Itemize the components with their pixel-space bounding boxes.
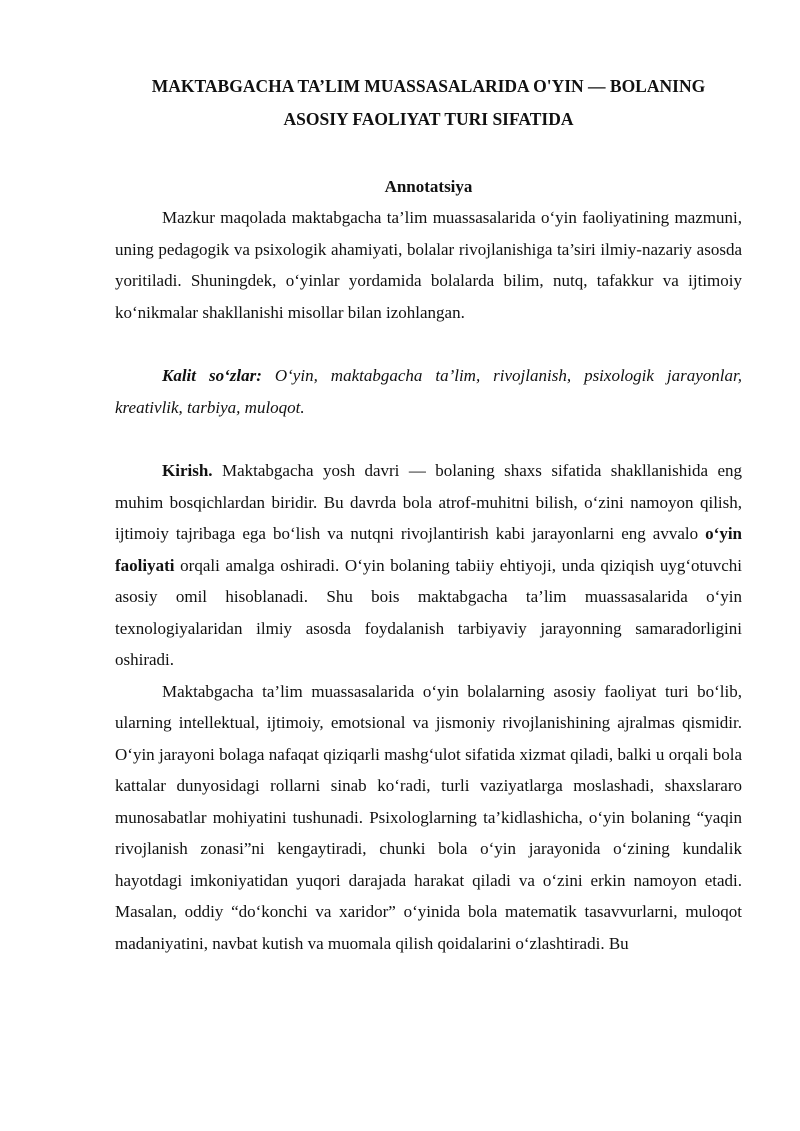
intro-bold-phrase: o‘yin faoliyati xyxy=(115,524,742,575)
keywords-paragraph xyxy=(115,360,742,423)
document-title xyxy=(115,70,742,136)
annotation-paragraph: Mazkur maqolada maktabgacha ta’lim muassasalarida o‘yin faoliyatining mazmuni, uning pedagogik va psixologik ahamiyati, bolalar rivojlanishiga ta’siri ilmiy-nazariy asosda yoritiladi. Shuningdek, o‘yinlar yordamida bolalarda bilim, nutq, tafakkur va ijtimoiy ko‘nikmalar shakllanishi misollar bilan izohlangan. xyxy=(115,208,742,322)
document-page xyxy=(115,70,742,959)
intro-label: Kirish. xyxy=(162,461,213,480)
keywords-text: O‘yin, maktabgacha ta’lim, rivojlanish, psixologik jarayonlar, kreativlik, tarbiya, muloqot. xyxy=(115,366,743,417)
intro-text-part-2: orqali amalga oshiradi. O‘yin bolaning tabiiy ehtiyoji, unda qiziqish uyg‘otuvchi asosiy omil hisoblanadi. Shu bois maktabgacha ta’lim muassasalarida o‘yin texnologiyalaridan ilmiy asosda foydalanish tarbiyaviy jarayonning samaradorligini oshiradi. xyxy=(115,555,743,669)
intro-paragraph xyxy=(115,455,742,676)
intro-text-part-1: Maktabgacha yosh davri — bolaning shaxs sifatida shakllanishida eng muhim bosqichlardan biridir. Bu davrda bola atrof-muhitni bilish, o‘zini namoyon qilish, ijtimoiy tajribaga ega bo‘lish va nutqni rivojlantirish kabi jarayonlarni eng avvalo xyxy=(115,461,742,543)
keywords-label: Kalit so‘zlar: xyxy=(162,366,262,385)
body-paragraph: Maktabgacha ta’lim muassasalarida o‘yin bolalarning asosiy faoliyat turi bo‘lib, ularning intellektual, ijtimoiy, emotsional va jismoniy rivojlanishining ajralmas qismidir. O‘yin jarayoni bolaga nafaqat qiziqarli mashg‘ulot sifatida xizmat qiladi, balki u orqali bola kattalar dunyosidagi rollarni sinab ko‘radi, turli vaziyatlarga moslashadi, shaxslararo munosabatlar mohiyatini tushunadi. Psixologlarning ta’kidlashicha, o‘yin bolaning “yaqin rivojlanish zonasi”ni kengaytiradi, chunki bola o‘yin jarayonida o‘zining kundalik hayotdagi imkoniyatidan yuqori darajada harakat qiladi va o‘zini erkin namoyon etadi. Masalan, oddiy “do‘konchi va xaridor” o‘yinida bola matematik tasavvurlarni, muloqot madaniyatini, navbat kutish va muomala qilish qoidalarini o‘zlashtiradi. Bu xyxy=(115,681,742,953)
title-line-2: ASOSIY FAOLIYAT TURI SIFATIDA xyxy=(283,109,574,129)
title-line-1: MAKTABGACHA TA’LIM MUASSASALARIDA O'YIN — BOLANING xyxy=(151,76,706,96)
annotation-heading: Annotatsiya xyxy=(384,177,473,196)
